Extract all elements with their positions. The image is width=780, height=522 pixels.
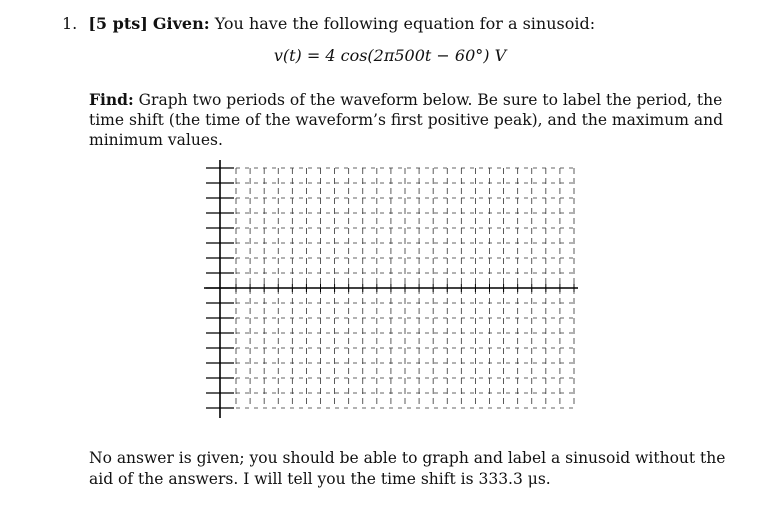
- graph-grid-svg: [198, 158, 582, 420]
- sinusoid-equation: v(t) = 4 cos(2π500t − 60°) V: [273, 46, 507, 65]
- problem-number: 1.: [62, 14, 78, 33]
- find-instructions: [89, 90, 749, 150]
- problem-points: [5 pts]: [88, 14, 148, 33]
- graph-grid: [198, 158, 582, 420]
- find-text: Graph two periods of the waveform below. Be sure to label the period, the time shift (the time of the waveform’s first positive peak), and the maximum and minimum values.: [89, 91, 724, 149]
- given-text: You have the following equation for a sinusoid:: [214, 14, 596, 33]
- find-label: Find:: [89, 90, 134, 109]
- problem-statement: [62, 14, 595, 33]
- given-label: Given:: [152, 14, 210, 33]
- answer-note: No answer is given; you should be able to graph and label a sinusoid without the aid of the answers. I will tell you the time shift is 333.3 μs.: [89, 449, 726, 488]
